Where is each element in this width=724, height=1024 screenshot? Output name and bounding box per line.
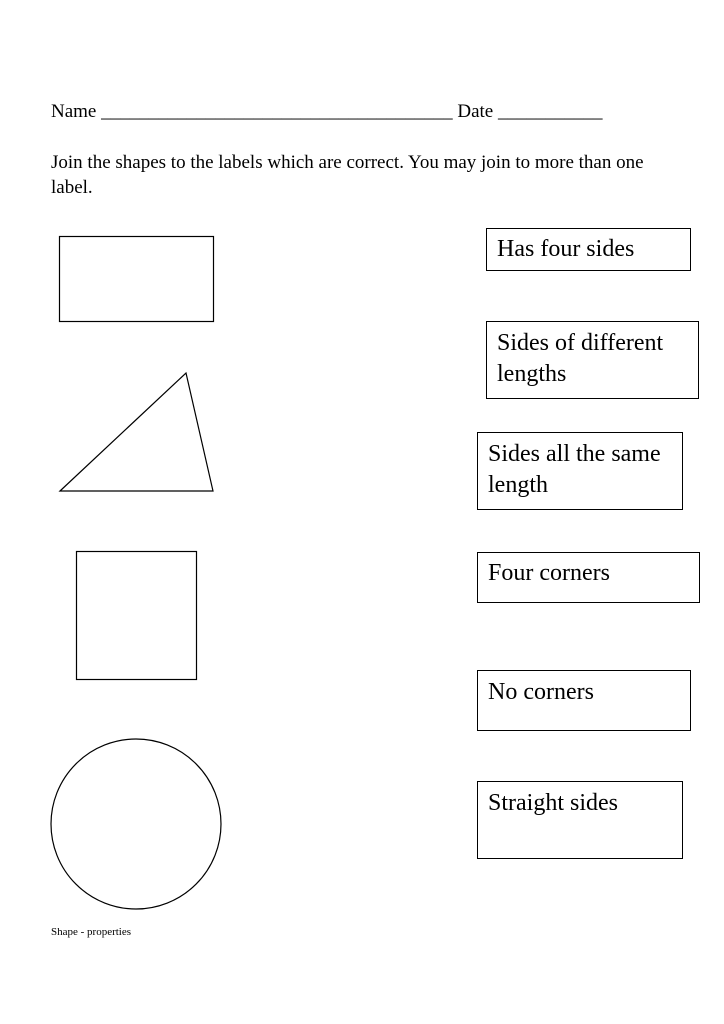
label-text: Sides all the same length — [488, 441, 661, 498]
label-text: Has four sides — [497, 236, 635, 262]
label-text: Straight sides — [488, 790, 618, 816]
circle-shape[interactable] — [51, 739, 221, 909]
label-four-corners[interactable] — [477, 552, 700, 603]
square-shape[interactable] — [77, 552, 197, 680]
label-no-corners[interactable] — [477, 670, 691, 731]
label-text: No corners — [488, 679, 594, 705]
date-label: Date — [457, 101, 494, 122]
label-sides-different-lengths[interactable] — [486, 321, 699, 399]
label-text: Four corners — [488, 560, 610, 586]
label-has-four-sides[interactable] — [486, 228, 691, 271]
label-sides-same-length[interactable] — [477, 432, 683, 510]
name-field[interactable]: _____________________________________ — [101, 101, 453, 122]
name-label: Name — [51, 101, 97, 122]
date-field[interactable]: ___________ — [498, 101, 603, 122]
instructions: Join the shapes to the labels which are correct. You may join to more than one label. — [51, 152, 644, 198]
label-text: Sides of different lengths — [497, 330, 664, 387]
triangle-shape[interactable] — [60, 373, 213, 491]
footer-caption: Shape - properties — [51, 926, 132, 938]
rectangle-shape[interactable] — [60, 237, 214, 322]
label-straight-sides[interactable] — [477, 781, 683, 859]
